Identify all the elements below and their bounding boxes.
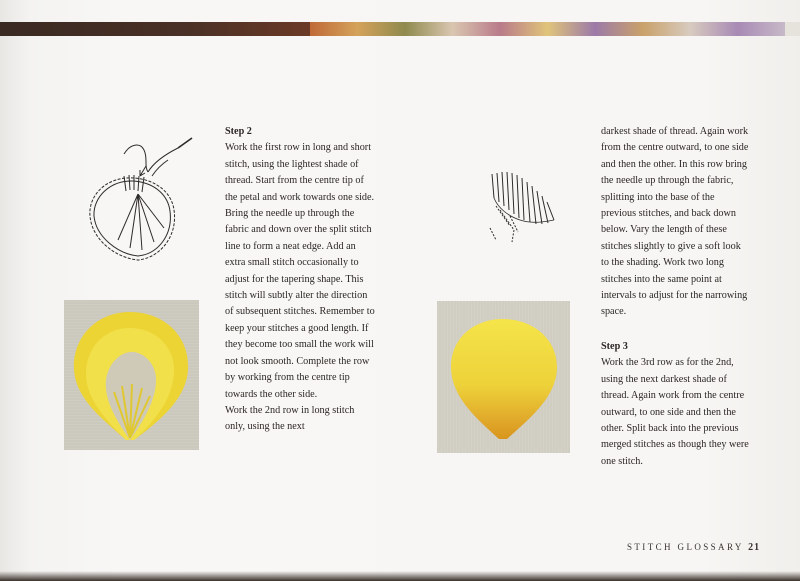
page-bottom-edge: [0, 571, 800, 581]
needle-stitch-diagram-icon: [86, 136, 206, 266]
yellow-petal-first-row-photo: [64, 300, 199, 450]
header-band-dark: [0, 22, 310, 36]
text-column-right: [601, 124, 751, 470]
step-2-paragraph-end: darkest shade of thread. Again work from the centre outward, to one side and then the other. In this row bring the needle up through the fabric, splitting into the base of the previous stitches, and back down below. Vary the length of these stitches slightly to give a soft look to the shading. Work two long stitches into the same point at intervals to adjust for the narrowing space.: [601, 126, 749, 318]
paragraph-spacer: [601, 321, 751, 339]
step-3-paragraph: Work the 3rd row as for the 2nd, using the next darkest shade of thread. Again work from the centre outward, to one side and then the other. Split back into the previous merged stitches as though they were one stitch.: [601, 357, 749, 467]
step-2-paragraph-continued: Work the 2nd row in long stitch only, using the next: [225, 404, 355, 433]
text-column-left: [225, 124, 375, 436]
page-footer: [627, 542, 787, 553]
step-2-title: Step 2: [225, 126, 252, 137]
step-2-paragraph: Work the first row in long and short stitch, using the lightest shade of thread. Start from the centre tip of the petal and work towards one side. Bring the needle up through the fabric and down over the split stitch line to form a neat edge. Add an extra small stitch occasionally to adjust for the tapering shape. This stitch will subtly alter the direction of subsequent stitches. Remember to keep your stitches a good length. If they become too small the work will not look smooth. Complete the row by working from the centre tip towards the other side.: [225, 142, 375, 400]
yellow-petal-shaded-photo: [437, 301, 570, 453]
page-number: 21: [748, 542, 761, 553]
long-stitch-rows-diagram-icon: [484, 168, 564, 268]
header-band-end: [785, 22, 800, 36]
step-3-title: Step 3: [601, 340, 628, 352]
decorative-header-band: [0, 22, 800, 36]
section-name: STITCH GLOSSARY: [627, 542, 744, 552]
header-band-floral: [310, 22, 785, 36]
